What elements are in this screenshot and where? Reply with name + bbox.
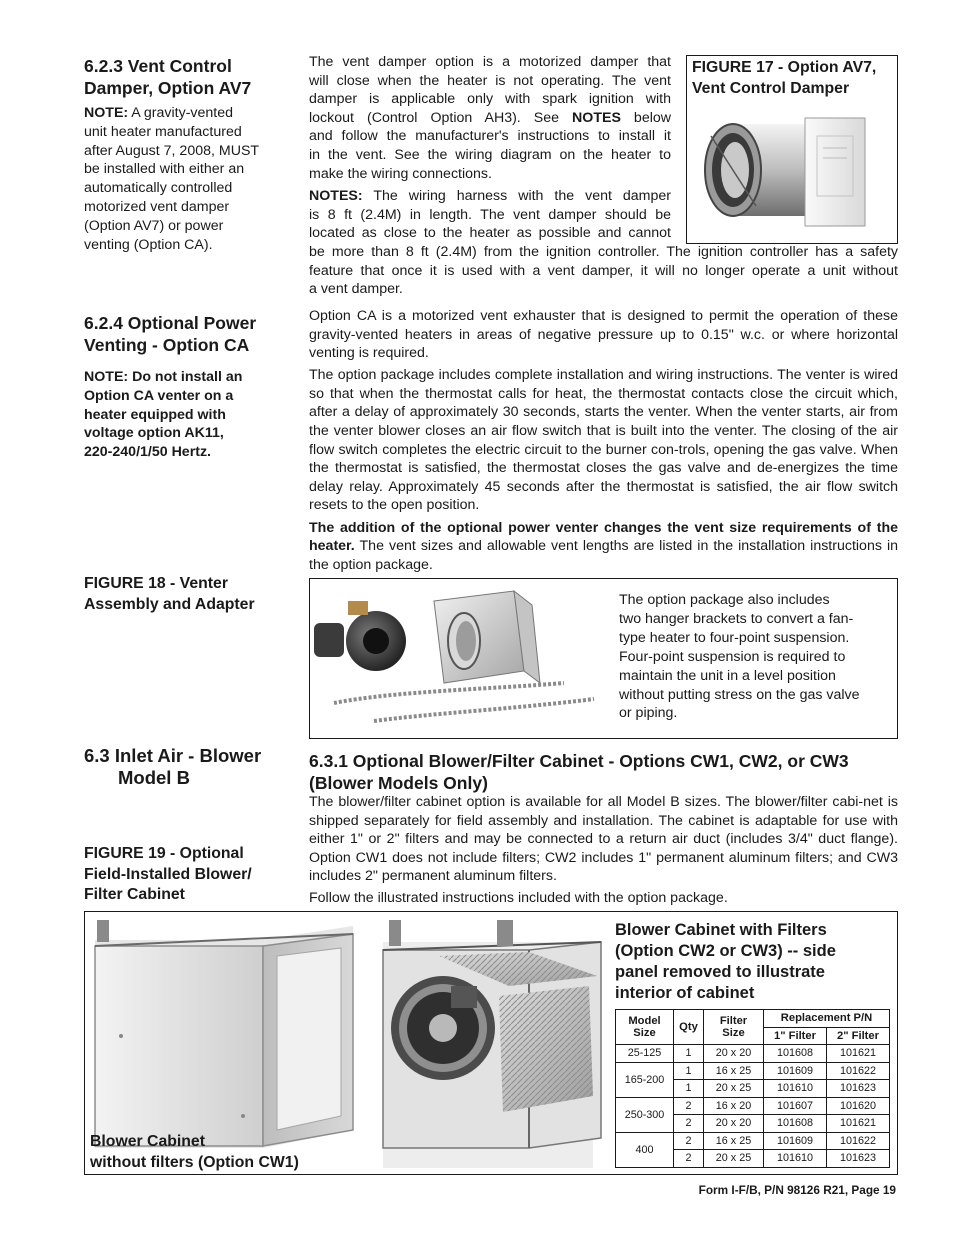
table-row: 2 20 x 20 101608 101621	[616, 1115, 890, 1133]
blower-cabinet-body	[309, 793, 898, 912]
figure-18-caption: FIGURE 18 - Venter Assembly and Adapter	[84, 575, 255, 613]
table-row: 400 2 16 x 25 101609 101622	[616, 1132, 890, 1150]
vent-damper-photo	[701, 106, 887, 238]
figure-19-box	[84, 911, 898, 1175]
figure-19-caption: FIGURE 19 - Optional Field-Installed Blower/ Filter Cabinet	[84, 845, 252, 903]
table-row: 1 20 x 25 101610 101623	[616, 1080, 890, 1098]
table-row: 25-125 1 20 x 20 101608 101621	[616, 1045, 890, 1063]
col-filter-size: Filter Size	[704, 1010, 764, 1045]
section-6-3-heading: 6.3 Inlet Air - Blower Model B	[84, 745, 262, 788]
blower-cabinet-p1: The blower/filter cabinet option is available for all Model B sizes. The blower/filter cabi-net is shipped separately for field assembly and installation. The cabinet is adaptable for use with either 1" or 2" filters and may be connected to a return air duct (includes 3/4" duct flange). Option CW1 does not include filters; CW2 includes 1" permanent aluminum filters; and CW3 includes 2" permanent aluminum filters.	[309, 794, 898, 885]
vent-damper-paragraph: The vent damper option is a motorized damper that will close when the heater is not operating. The vent damper is applicable only with spark ignition with lockout (Control Option AH3). See NOTES below and follow the manufacturer's instructions to install it in the vent. See the wiring diagram on the heater to make the wiring connections.	[309, 54, 671, 182]
table-row: 2 20 x 25 101610 101623	[616, 1150, 890, 1168]
blower-cabinet-cw23-photo	[379, 916, 611, 1172]
cw1-caption: Blower Cabinet without filters (Option CW1)	[90, 1133, 299, 1171]
section-6-2-4-note: NOTE: Do not install an Option CA venter on a heater equipped with voltage option AK11, 220-240/1/50 Hertz.	[84, 369, 243, 461]
figure-18-box	[309, 578, 898, 739]
section-6-2-3-heading: 6.2.3 Vent Control Damper, Option AV7	[84, 56, 252, 98]
col-model-size: Model Size	[616, 1010, 674, 1045]
table-row: 250-300 2 16 x 20 101607 101620	[616, 1097, 890, 1115]
table-row: 165-200 1 16 x 25 101609 101622	[616, 1062, 890, 1080]
figure-17-caption: FIGURE 17 - Option AV7, Vent Control Damper	[692, 59, 877, 97]
col-1in-filter: 1" Filter	[764, 1027, 827, 1045]
power-venting-p2: The option package includes complete installation and wiring instructions. The venter is wired so that when the thermostat calls for heat, the thermostat contacts close the circuit which, after a delay of approximately 30 seconds, starts the venter. When the venter starts, air from the venter blower closes an air flow switch that is built into the venter. The closing of the air flow switch completes the electric circuit to the burner con-trols, opening the gas valve. When the thermostat is satisfied, the thermostat closes the gas valve and de-energizes the time delay relay. Approximately 45 seconds after the thermostat is satisfied, the air flow switch resets to the open position.	[309, 367, 898, 514]
filter-replacement-table	[615, 1009, 890, 1168]
vent-damper-notes-cont: be more than 8 ft (2.4M) from the ignition controller. The ignition controller has a safety feature that once it is used with a vent damper, it will no longer operate a unit without a vent damper.	[309, 244, 898, 298]
venter-assembly-photo	[314, 583, 614, 733]
vent-damper-notes: NOTES: The wiring harness with the vent damper is 8 ft (2.4M) in length. The vent damper should be located as close to the heater as possible and cannot	[309, 188, 671, 242]
col-2in-filter: 2" Filter	[827, 1027, 890, 1045]
section-6-2-3-note: NOTE: A gravity-vented unit heater manufactured after August 7, 2008, MUST be installed with either an automatically controlled motorized vent damper (Option AV7) or power venting (Option CA).	[84, 105, 260, 253]
figure-18-text: The option package also includes two hanger brackets to convert a fan- type heater to four-point suspension. Four-point suspension is required to maintain the unit in a level position without putting stress on the gas valve or piping.	[619, 592, 860, 722]
cw23-caption: Blower Cabinet with Filters (Option CW2 or CW3) -- side panel removed to illustrate interior of cabinet	[615, 921, 836, 1002]
power-venting-p1: Option CA is a motorized vent exhauster that is designed to permit the operation of these gravity-vented heaters in areas of negative pressure up to 0.15" w.c. or where horizontal venting is required.	[309, 308, 898, 362]
power-venting-body	[309, 307, 898, 578]
section-6-3-1-heading: 6.3.1 Optional Blower/Filter Cabinet - Options CW1, CW2, or CW3 (Blower Models Only)	[309, 751, 849, 793]
col-replacement-pn: Replacement P/N	[764, 1010, 890, 1028]
figure-17-box	[686, 55, 898, 244]
section-6-2-4-heading: 6.2.4 Optional Power Venting - Option CA	[84, 313, 257, 355]
power-venting-p3: The addition of the optional power venter changes the vent size requirements of the heater. The vent sizes and allowable vent lengths are listed in the installation instructions in the option package.	[309, 519, 898, 573]
blower-cabinet-p2: Follow the illustrated instructions included with the option package.	[309, 890, 728, 907]
col-qty: Qty	[674, 1010, 704, 1045]
page-footer: Form I-F/B, P/N 98126 R21, Page 19	[698, 1183, 896, 1197]
